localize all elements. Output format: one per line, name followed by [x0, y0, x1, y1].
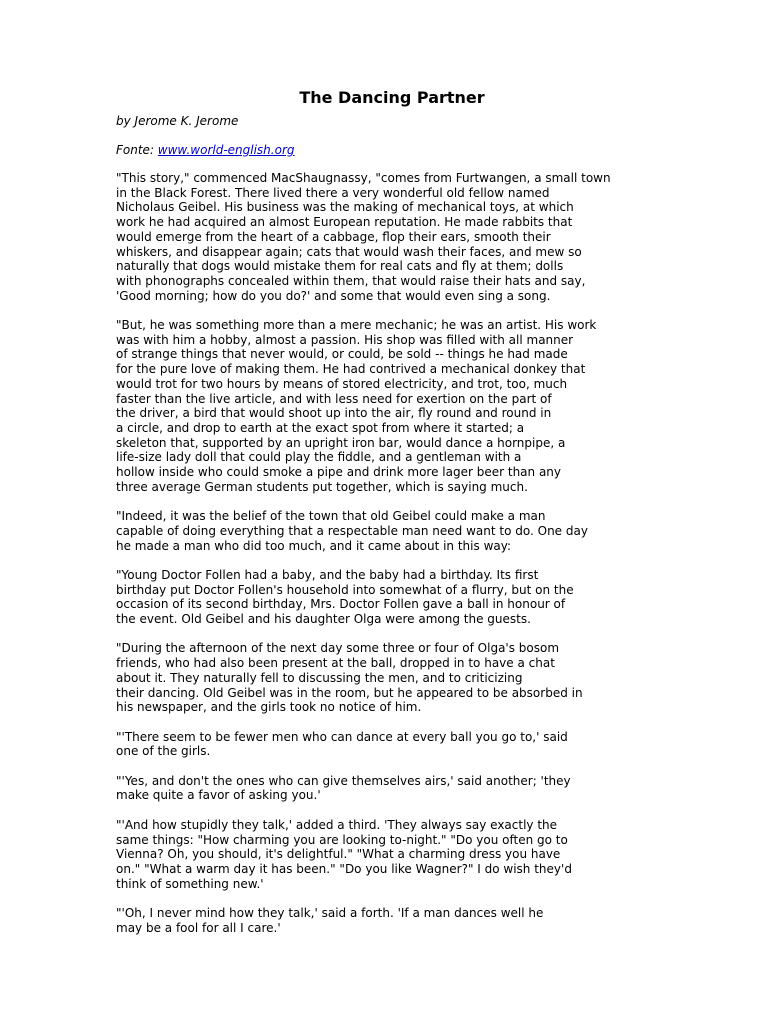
paragraph-line: life-size lady doll that could play the fiddle, and a gentleman with a	[116, 450, 522, 465]
paragraph-line: a circle, and drop to earth at the exact spot from where it started; a	[116, 420, 525, 435]
paragraph-line: would trot for two hours by means of stored electricity, and trot, too, much	[116, 376, 568, 391]
paragraph-line: birthday put Doctor Follen's household into somewhat of a flurry, but on the	[116, 582, 574, 597]
paragraph-line: his newspaper, and the girls took no notice of him.	[116, 700, 422, 715]
source-link[interactable]: www.world-english.org	[157, 143, 295, 157]
paragraph-line: capable of doing everything that a respectable man need want to do. One day	[116, 523, 588, 538]
paragraph-line: make quite a favor of asking you.'	[116, 788, 321, 803]
paragraph-line: the event. Old Geibel and his daughter Olga were among the guests.	[116, 612, 531, 627]
paragraph-line: may be a fool for all I care.'	[116, 920, 281, 935]
source-line	[116, 143, 656, 158]
paragraph-line: "But, he was something more than a mere mechanic; he was an artist. His work	[116, 318, 597, 333]
paragraph-line: skeleton that, supported by an upright iron bar, would dance a hornpipe, a	[116, 435, 566, 450]
paragraph-line: in the Black Forest. There lived there a very wonderful old fellow named	[116, 185, 550, 200]
paragraph-line: with phonographs concealed within them, that would raise their hats and say,	[116, 273, 586, 288]
paragraph-line: "'There seem to be fewer men who can dance at every ball you go to,' said	[116, 729, 568, 744]
paragraph-line: same things: "How charming you are looking to-night." "Do you often go to	[116, 832, 568, 847]
story-paragraph	[116, 730, 656, 759]
paragraph-line: 'Good morning; how do you do?' and some that would even sing a song.	[116, 288, 551, 303]
source-label: Fonte:	[116, 143, 158, 157]
paragraph-line: would emerge from the heart of a cabbage, flop their ears, smooth their	[116, 229, 551, 244]
paragraph-line: was with him a hobby, almost a passion. His shop was filled with all manner	[116, 332, 574, 347]
story-paragraph	[116, 318, 656, 494]
paragraph-line: on." "What a warm day it has been." "Do you like Wagner?" I do wish they'd	[116, 861, 572, 876]
story-paragraph	[116, 568, 656, 627]
paragraph-line: think of something new.'	[116, 876, 264, 891]
paragraph-line: Nicholaus Geibel. His business was the making of mechanical toys, at which	[116, 200, 574, 215]
story-paragraph	[116, 509, 656, 553]
paragraph-line: Vienna? Oh, you should, it's delightful." "What a charming dress you have	[116, 847, 561, 862]
story-paragraph	[116, 641, 656, 715]
paragraph-line: "During the afternoon of the next day some three or four of Olga's bosom	[116, 641, 560, 656]
paragraph-line: for the pure love of making them. He had contrived a mechanical donkey that	[116, 362, 586, 377]
paragraph-line: the driver, a bird that would shoot up into the air, fly round and round in	[116, 406, 552, 421]
document-page	[116, 88, 656, 950]
story-paragraph	[116, 171, 656, 303]
paragraph-line: work he had acquired an almost European reputation. He made rabbits that	[116, 215, 573, 230]
paragraph-line: occasion of its second birthday, Mrs. Doctor Follen gave a ball in honour of	[116, 597, 566, 612]
paragraph-line: about it. They naturally fell to discussing the men, and to criticizing	[116, 670, 523, 685]
paragraph-line: "'And how stupidly they talk,' added a third. 'They always say exactly the	[116, 817, 558, 832]
story-paragraph	[116, 818, 656, 892]
paragraph-line: hollow inside who could smoke a pipe and drink more lager beer than any	[116, 465, 562, 480]
paragraph-line: "'Oh, I never mind how they talk,' said a forth. 'If a man dances well he	[116, 906, 544, 921]
paragraph-line: "'Yes, and don't the ones who can give themselves airs,' said another; 'they	[116, 773, 571, 788]
story-body	[116, 171, 656, 935]
paragraph-line: he made a man who did too much, and it came about in this way:	[116, 538, 512, 553]
paragraph-line: naturally that dogs would mistake them for real cats and fly at them; dolls	[116, 259, 564, 274]
author-byline: by Jerome K. Jerome	[116, 114, 239, 128]
paragraph-line: "Young Doctor Follen had a baby, and the baby had a birthday. Its first	[116, 567, 539, 582]
paragraph-line: of strange things that never would, or could, be sold -- things he had made	[116, 347, 568, 362]
paragraph-line: faster than the live article, and with less need for exertion on the part of	[116, 391, 552, 406]
paragraph-line: "This story," commenced MacShaugnassy, "comes from Furtwangen, a small town	[116, 171, 611, 185]
paragraph-line: "Indeed, it was the belief of the town that old Geibel could make a man	[116, 509, 546, 524]
story-paragraph	[116, 906, 656, 935]
paragraph-line: three average German students put together, which is saying much.	[116, 479, 528, 494]
story-paragraph	[116, 774, 656, 803]
paragraph-line: friends, who had also been present at the ball, dropped in to have a chat	[116, 656, 555, 671]
paragraph-line: one of the girls.	[116, 744, 211, 759]
paragraph-line: whiskers, and disappear again; cats that would wash their faces, and mew so	[116, 244, 582, 259]
document-title: The Dancing Partner	[299, 88, 485, 107]
paragraph-line: their dancing. Old Geibel was in the room, but he appeared to be absorbed in	[116, 685, 583, 700]
